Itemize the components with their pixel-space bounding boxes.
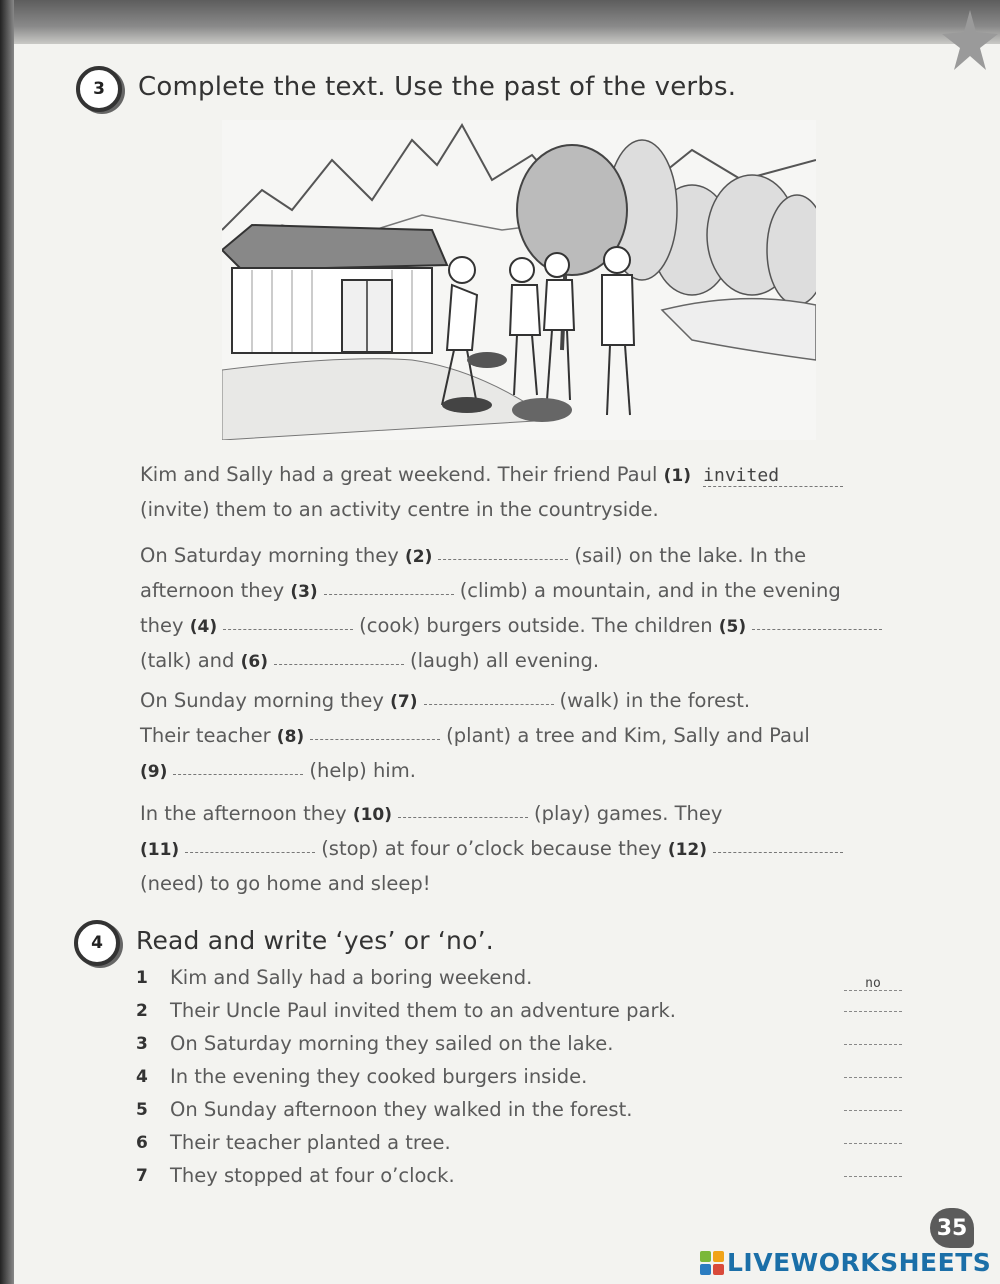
item-text: On Sunday afternoon they walked in the forest. [170,1098,633,1121]
text-segment: (talk) and [140,649,241,672]
list-item [136,966,906,999]
item-text: Their teacher planted a tree. [170,1131,451,1154]
page-binding-edge [0,0,14,1284]
text-segment: On Saturday morning they [140,544,406,567]
text-segment: (help) him. [309,759,416,782]
exercise-4-badge: 4 [74,920,120,966]
answer-input[interactable] [844,1044,902,1045]
item-text: On Saturday morning they sailed on the lake. [170,1032,614,1055]
item-number: 3 [136,1034,148,1054]
text-segment: (laugh) all evening. [409,649,600,672]
text-segment: (walk) in the forest. [559,689,751,712]
item-text: Kim and Sally had a boring weekend. [170,966,533,989]
text-segment: In the afternoon they [140,802,353,825]
list-item [136,1032,906,1065]
item-number: 4 [136,1067,148,1087]
list-item [136,1065,906,1098]
list-item [136,1131,906,1164]
exercise-3-title: Complete the text. Use the past of the verbs. [138,72,737,102]
answer-input[interactable] [844,1110,902,1111]
answer-input[interactable] [844,1143,902,1144]
yes-no-list [136,966,906,1197]
gap-number: (11) [140,840,180,860]
gap-number: (7) [390,692,418,712]
exercise-3-badge: 3 [76,66,122,112]
text-segment: (need) to go home and sleep! [140,872,431,895]
text-segment: they [140,614,190,637]
text-segment: (plant) a tree and Kim, Sally and Paul [446,724,810,747]
page-number: 35 [930,1208,974,1248]
answer-input-5[interactable] [752,628,882,630]
illustration-planting-tree [222,120,816,440]
liveworksheets-logo[interactable] [700,1248,991,1277]
gap-number: (6) [240,652,268,672]
item-number: 5 [136,1100,148,1120]
answer-input[interactable]: no [844,978,902,991]
text-segment: Their teacher [140,724,277,747]
gap-number: (9) [140,762,168,782]
answer-input[interactable] [844,1176,902,1177]
answer-input-10[interactable] [398,816,528,818]
text-segment: On Sunday morning they [140,689,391,712]
exercise-4-title: Read and write ‘yes’ or ‘no’. [136,926,494,955]
page-top-shadow [0,0,1000,44]
gap-number: (3) [290,582,318,602]
gap-number: (12) [667,840,708,860]
item-text: They stopped at four o’clock. [170,1164,455,1187]
gap-number: (1) [663,466,691,486]
paragraph-1 [140,458,900,526]
item-number: 7 [136,1166,148,1186]
answer-input-7[interactable] [424,703,554,705]
gap-number: (8) [276,727,305,747]
text-segment: (play) games. They [534,802,723,825]
item-number: 1 [136,968,148,988]
text-segment: (cook) burgers outside. The children [359,614,719,637]
text-segment: afternoon they [140,579,291,602]
text-segment: (sail) on the lake. In the [574,544,807,567]
list-item [136,1164,906,1197]
answer-input-8[interactable] [310,738,440,740]
logo-grid-icon [700,1251,724,1275]
answer-input-1[interactable]: invited [703,466,843,487]
item-text: Their Uncle Paul invited them to an adventure park. [170,999,676,1022]
text-segment: (stop) at four o’clock because they [321,837,668,860]
item-number: 6 [136,1133,148,1153]
gap-number: (2) [405,547,433,567]
answer-input-12[interactable] [713,851,843,853]
paragraph-4 [140,797,920,900]
list-item [136,1098,906,1131]
answer-input-11[interactable] [185,851,315,853]
answer-input-9[interactable] [173,773,303,775]
text-segment: (climb) a mountain, and in the evening [459,579,841,602]
answer-input-3[interactable] [324,593,454,595]
item-text: In the evening they cooked burgers inside. [170,1065,588,1088]
answer-input-6[interactable] [274,663,404,665]
answer-input-2[interactable] [438,558,568,560]
gap-number: (10) [352,805,393,825]
star-corner-decoration [910,0,1000,90]
answer-input[interactable] [844,1077,902,1078]
answer-input-4[interactable] [223,628,353,630]
text-segment: (invite) them to an activity centre in the countryside. [140,498,659,521]
list-item [136,999,906,1032]
gap-number: (5) [718,617,747,637]
item-number: 2 [136,1001,148,1021]
paragraph-2 [140,539,940,679]
paragraph-3 [140,684,920,789]
gap-number: (4) [189,617,218,637]
answer-input[interactable] [844,1011,902,1012]
logo-text: LIVEWORKSHEETS [727,1248,992,1277]
text-segment: Kim and Sally had a great weekend. Their friend Paul [140,463,664,486]
